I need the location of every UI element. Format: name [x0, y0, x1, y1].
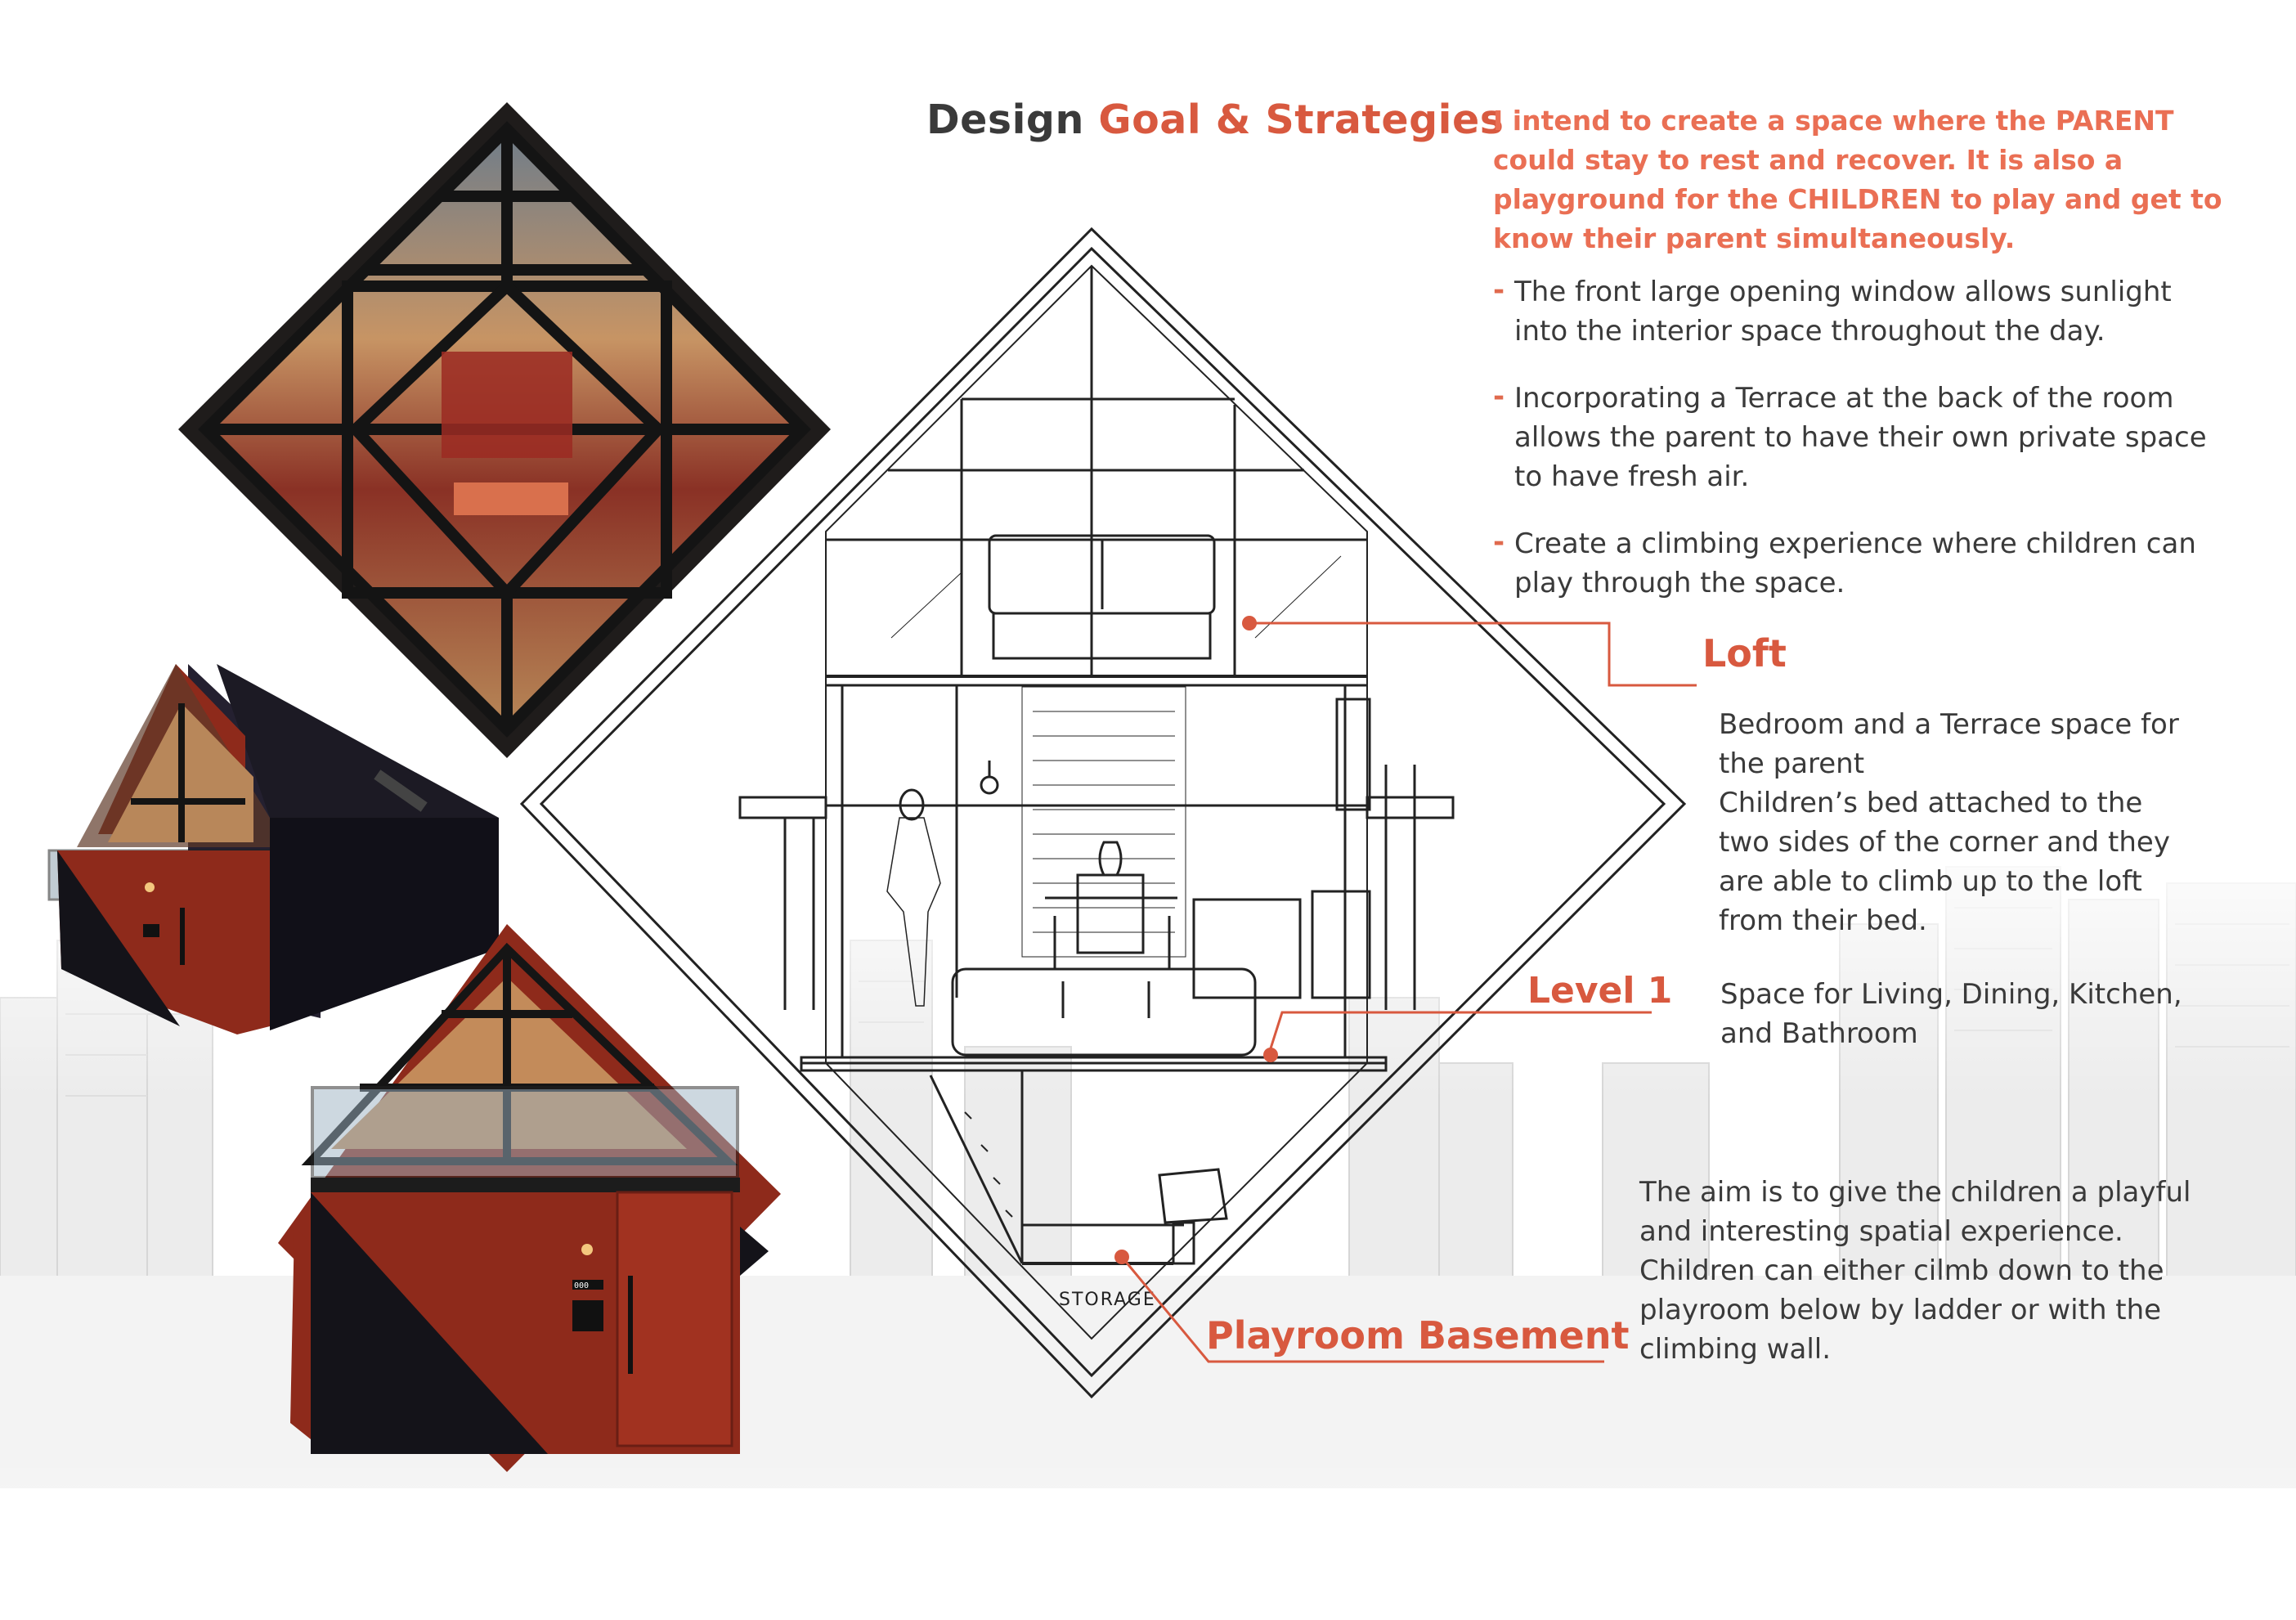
storage-label: STORAGE	[1059, 1290, 1156, 1310]
door-number-plate: 000	[574, 1281, 590, 1290]
level1-marker	[1263, 1048, 1278, 1062]
level1-leader-line	[1271, 1012, 1652, 1048]
strategy-item	[1493, 379, 2270, 496]
loft-description: Bedroom and a Terrace space for the parent Children’s bed attached to the two sides of the corner and they are able to climb up to the loft from their bed.	[1719, 708, 2179, 937]
strategy-item	[1493, 524, 2270, 603]
strategy-text: Create a climbing experience where children can play through the space.	[1514, 527, 2196, 599]
basement-description: The aim is to give the children a playful and interesting spatial experience. Children can either cilmb down to the playroom below by ladder or with the climbing wall.	[1639, 1176, 2191, 1366]
design-goal-intro: I intend to create a space where the PARENT could stay to rest and recover. It is also a playground for the CHILDREN to play and get to know their parent simultaneously.	[1493, 105, 2222, 254]
bullet-dash: -	[1493, 274, 1505, 307]
basement-label: Playroom Basement	[1206, 1313, 1630, 1357]
strategy-list	[1493, 272, 2270, 630]
strategy-item	[1493, 272, 2270, 351]
strategy-text: Incorporating a Terrace at the back of the room allows the parent to have their own private space to have fresh air.	[1514, 382, 2207, 493]
bullet-dash: -	[1493, 526, 1505, 559]
loft-label: Loft	[1702, 631, 1787, 675]
level1-description: Space for Living, Dining, Kitchen, and Bathroom	[1720, 978, 2182, 1050]
page-title	[926, 96, 1504, 143]
loft-marker	[1242, 616, 1257, 630]
bullet-dash: -	[1493, 380, 1505, 413]
level1-label: Level 1	[1527, 970, 1673, 1012]
basement-marker	[1114, 1250, 1129, 1264]
title-prefix: Design	[926, 96, 1084, 143]
title-accent: Goal & Strategies	[1098, 96, 1505, 143]
strategy-text: The front large opening window allows sunlight into the interior space throughout the day.	[1514, 276, 2172, 348]
